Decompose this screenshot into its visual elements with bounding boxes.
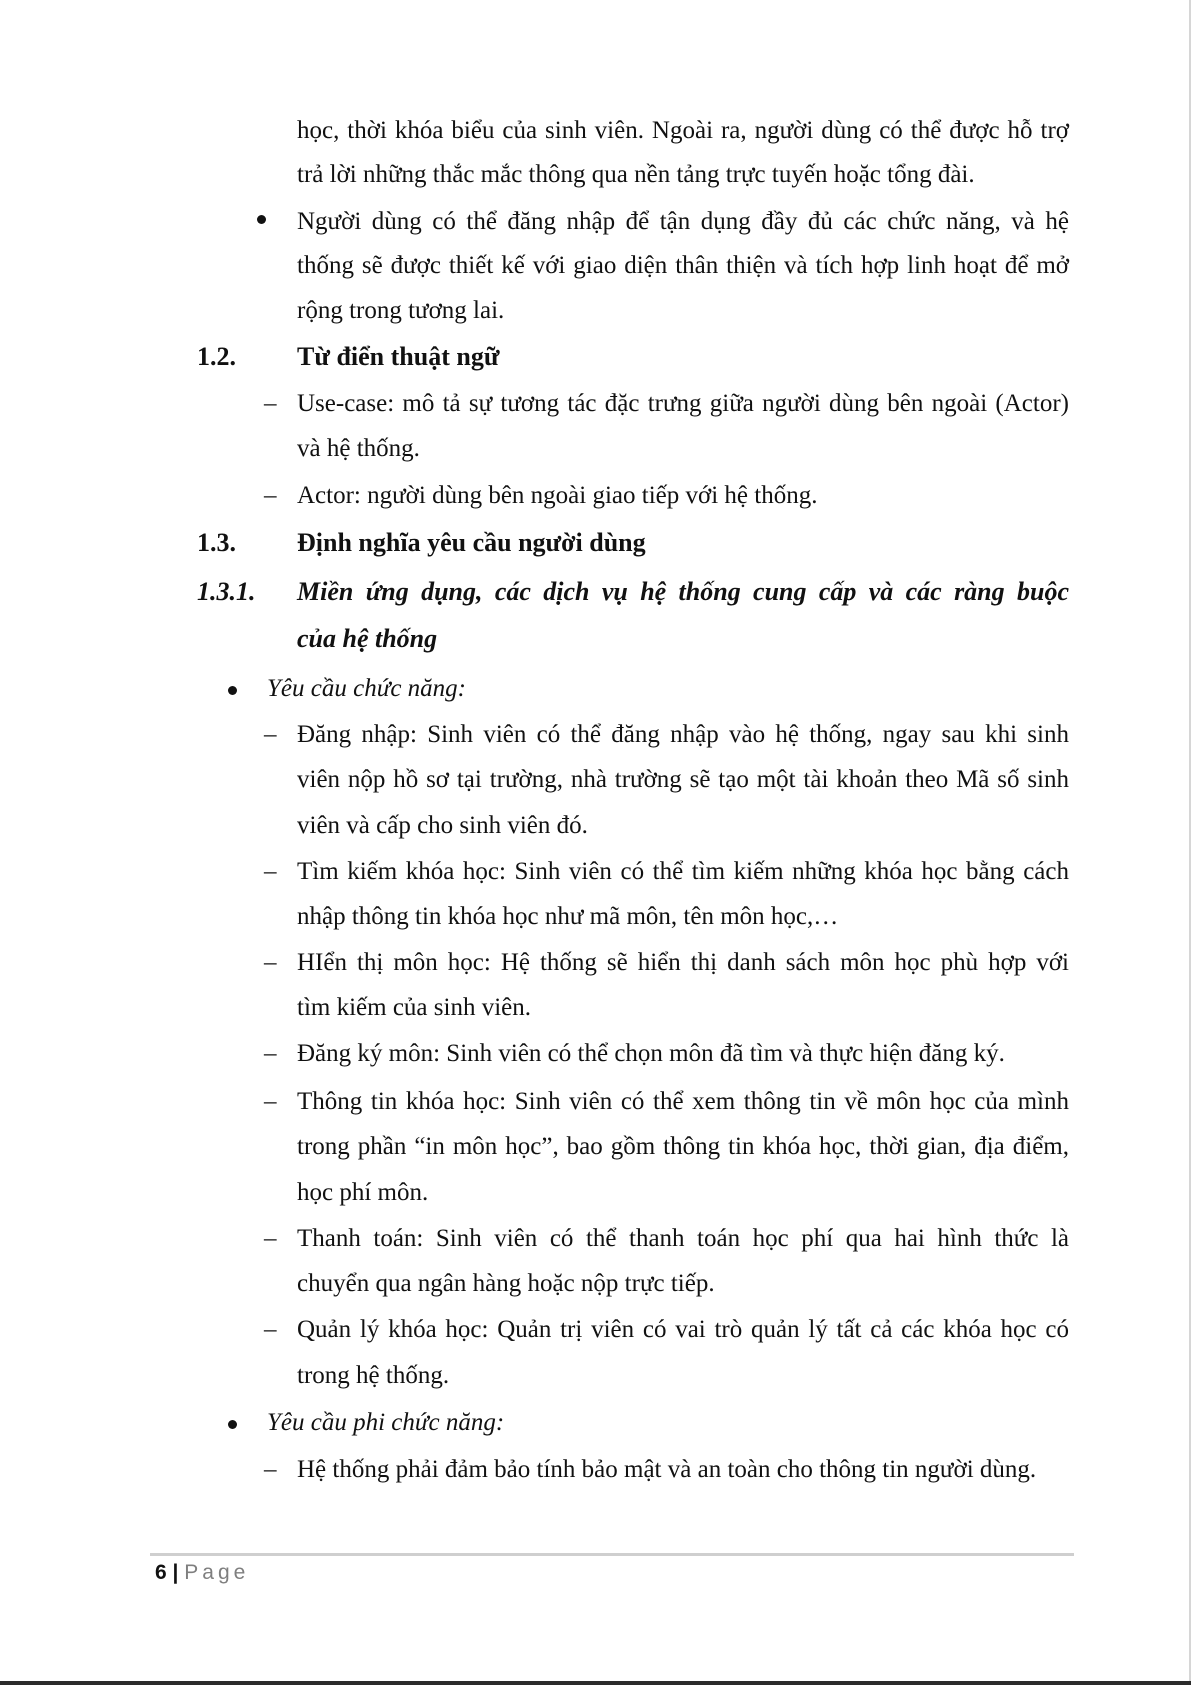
list-item: Hệ thống phải đảm bảo tính bảo mật và an toàn cho thông tin người dùng. <box>297 1456 1037 1483</box>
list-item: Thông tin khóa học: Sinh viên có thể xem thông tin về môn học của mình <box>297 1088 1069 1115</box>
list-item: HIển thị môn học: Hệ thống sẽ hiển thị danh sách môn học phù hợp với <box>297 949 1069 976</box>
section-heading: Từ điển thuật ngữ <box>297 342 500 371</box>
bullet-icon <box>228 686 237 695</box>
text-line: Người dùng có thể đăng nhập để tận dụng đầy đủ các chức năng, và hệ <box>297 208 1069 235</box>
dash-marker: – <box>264 390 277 417</box>
footer-divider <box>150 1553 1074 1556</box>
dash-marker: – <box>264 858 277 885</box>
subsection-heading: của hệ thống <box>297 624 438 653</box>
glossary-item: và hệ thống. <box>297 435 420 462</box>
list-item: Đăng ký môn: Sinh viên có thể chọn môn đã tìm và thực hiện đăng ký. <box>297 1040 1005 1067</box>
text-line: trả lời những thắc mắc thông qua nền tảng trực tuyến hoặc tổng đài. <box>297 161 975 188</box>
bullet-icon <box>228 1420 237 1429</box>
glossary-item: Actor: người dùng bên ngoài giao tiếp với hệ thống. <box>297 482 818 509</box>
list-item: Thanh toán: Sinh viên có thể thanh toán học phí qua hai hình thức là <box>297 1225 1069 1252</box>
text-line: học, thời khóa biểu của sinh viên. Ngoài ra, người dùng có thể được hỗ trợ <box>297 117 1069 144</box>
bullet-icon <box>257 215 266 224</box>
list-item: Đăng nhập: Sinh viên có thể đăng nhập vào hệ thống, ngay sau khi sinh <box>297 721 1069 748</box>
list-item: chuyển qua ngân hàng hoặc nộp trực tiếp. <box>297 1270 715 1297</box>
dash-marker: – <box>264 482 277 509</box>
list-item: nhập thông tin khóa học như mã môn, tên môn học,… <box>297 903 839 930</box>
list-item: học phí môn. <box>297 1179 429 1206</box>
dash-marker: – <box>264 1456 277 1483</box>
page-number: 6 <box>155 1561 167 1584</box>
text-line: thống sẽ được thiết kế với giao diện thân thiện và tích hợp linh hoạt để mở <box>297 252 1069 279</box>
glossary-item: Use-case: mô tả sự tương tác đặc trưng giữa người dùng bên ngoài (Actor) <box>297 390 1069 417</box>
list-item: viên và cấp cho sinh viên đó. <box>297 812 588 839</box>
dash-marker: – <box>264 1088 277 1115</box>
list-item: tìm kiếm của sinh viên. <box>297 994 531 1021</box>
list-label: Yêu cầu chức năng: <box>267 675 466 702</box>
footer-separator: | <box>172 1561 179 1584</box>
list-item: Tìm kiếm khóa học: Sinh viên có thể tìm kiếm những khóa học bằng cách <box>297 858 1069 885</box>
subsection-number: 1.3.1. <box>197 577 256 606</box>
dash-marker: – <box>264 1316 277 1343</box>
list-label: Yêu cầu phi chức năng: <box>267 1409 505 1436</box>
text-line: rộng trong tương lai. <box>297 297 505 324</box>
page-footer <box>155 1558 249 1588</box>
dash-marker: – <box>264 1225 277 1252</box>
section-heading: Định nghĩa yêu cầu người dùng <box>297 528 646 557</box>
list-item: Quản lý khóa học: Quản trị viên có vai trò quản lý tất cả các khóa học có <box>297 1316 1069 1343</box>
subsection-heading: Miền ứng dụng, các dịch vụ hệ thống cung cấp và các ràng buộc <box>297 577 1069 606</box>
page-label: Page <box>184 1561 250 1584</box>
list-item: trong phần “in môn học”, bao gồm thông tin khóa học, thời gian, địa điểm, <box>297 1133 1069 1160</box>
list-item: viên nộp hồ sơ tại trường, nhà trường sẽ tạo một tài khoản theo Mã số sinh <box>297 766 1069 793</box>
section-number: 1.3. <box>197 528 236 557</box>
dash-marker: – <box>264 949 277 976</box>
list-item: trong hệ thống. <box>297 1362 450 1389</box>
page-bottom-edge <box>0 1681 1191 1685</box>
dash-marker: – <box>264 1040 277 1067</box>
dash-marker: – <box>264 721 277 748</box>
section-number: 1.2. <box>197 342 236 371</box>
